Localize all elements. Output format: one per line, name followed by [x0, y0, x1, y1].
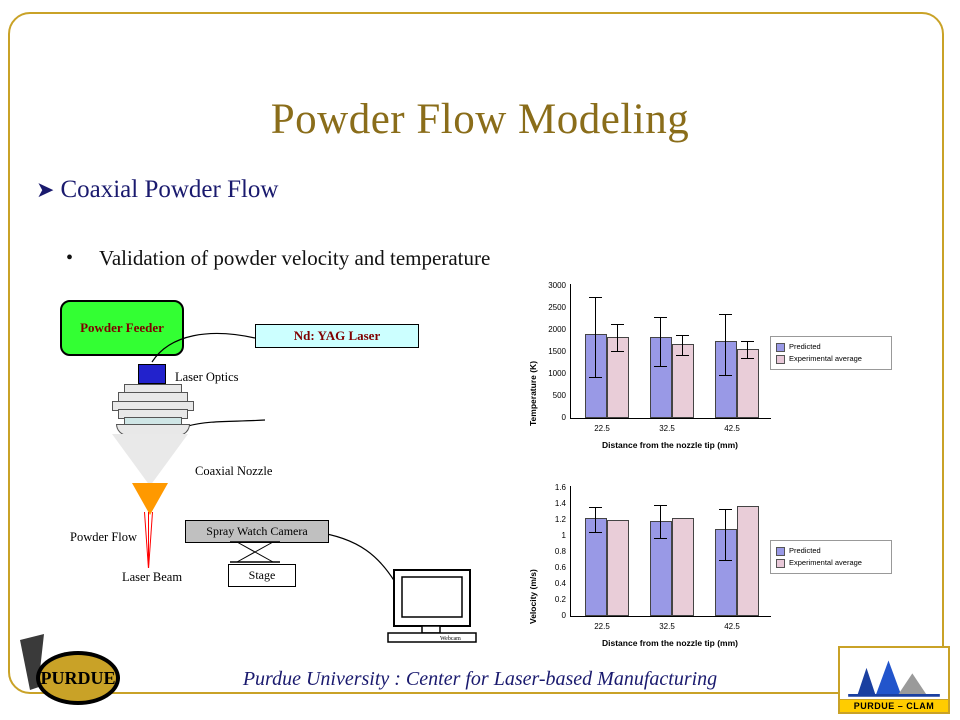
- velocity-chart-legend: [770, 540, 892, 574]
- errorbar-experimental-32-5: [682, 336, 683, 356]
- vlegend-item-predicted: [776, 545, 886, 557]
- vbar-predicted-42-5: [715, 529, 737, 616]
- svg-text:PURDUE: PURDUE: [40, 668, 116, 688]
- footer-text: Purdue University : Center for Laser-based Manufacturing: [242, 668, 718, 690]
- velocity-chart-xlabel: Distance from the nozzle tip (mm): [601, 638, 738, 648]
- vytick-0-4: 0.4: [554, 579, 566, 588]
- legend-item-experimental: [776, 353, 886, 365]
- legend-item-predicted: [776, 341, 886, 353]
- errorcap-bottom-predicted-42-5: [719, 375, 732, 376]
- powder-feeder-box: Powder Feeder: [60, 300, 184, 356]
- laser-beam-label: Laser Beam: [122, 570, 183, 584]
- laser-optics-label: Laser Optics: [175, 370, 239, 384]
- dot-bullet-icon: •: [66, 247, 74, 269]
- verrorcap-bottom-predicted-42-5: [719, 560, 732, 561]
- vbar-experimental-42-5: [737, 506, 759, 616]
- powder-stream-cone: [132, 483, 168, 515]
- bar-experimental-22-5: [607, 337, 629, 418]
- errorcap-bottom-predicted-32-5: [654, 366, 667, 367]
- stage-box: Stage: [228, 564, 296, 587]
- temperature-plot-area: [570, 284, 771, 419]
- laser-optics-icon: [138, 364, 166, 384]
- vlegend-item-experimental: [776, 557, 886, 569]
- temperature-chart: [520, 276, 940, 471]
- vlegend-swatch-predicted-icon: [776, 547, 785, 556]
- vlegend-label-experimental: Experimental average: [789, 558, 862, 567]
- verrorbar-predicted-32-5: [660, 506, 661, 539]
- errorcap-bottom-experimental-32-5: [676, 355, 689, 356]
- footer-divider: [120, 692, 760, 693]
- errorbar-predicted-22-5: [595, 298, 596, 378]
- vxtick-22-5: 22.5: [594, 622, 610, 631]
- legend-swatch-experimental-icon: [776, 355, 785, 364]
- vytick-0-6: 0.6: [554, 563, 566, 572]
- xtick-22-5: 22.5: [594, 424, 610, 433]
- legend-swatch-predicted-icon: [776, 343, 785, 352]
- clam-logo-graphic: [840, 655, 948, 699]
- errorbar-predicted-32-5: [660, 318, 661, 367]
- errorcap-top-predicted-32-5: [654, 317, 667, 318]
- ytick-500: 500: [552, 391, 566, 400]
- bar-predicted-32-5: [650, 337, 672, 418]
- bar-predicted-22-5: [585, 334, 607, 418]
- ytick-3000: 3000: [548, 281, 566, 290]
- temperature-chart-legend: [770, 336, 892, 370]
- vytick-0-8: 0.8: [554, 547, 566, 556]
- spray-watch-camera-box: Spray Watch Camera: [185, 520, 329, 543]
- temperature-chart-ylabel: Temperature (K): [528, 360, 538, 426]
- errorcap-top-experimental-42-5: [741, 341, 754, 342]
- process-schematic-diagram: [60, 300, 490, 660]
- velocity-plot-area: [570, 486, 771, 617]
- errorcap-bottom-experimental-22-5: [611, 351, 624, 352]
- vytick-0: 0: [561, 611, 566, 620]
- xtick-32-5: 32.5: [659, 424, 675, 433]
- vbar-experimental-22-5: [607, 520, 629, 616]
- vlegend-label-predicted: Predicted: [789, 546, 821, 555]
- arrow-bullet-icon: ➤: [36, 177, 55, 202]
- verrorbar-predicted-22-5: [595, 508, 596, 533]
- errorcap-top-experimental-32-5: [676, 335, 689, 336]
- vytick-0-2: 0.2: [554, 595, 566, 604]
- verrorcap-bottom-predicted-32-5: [654, 538, 667, 539]
- clam-logo-text: PURDUE – CLAM: [840, 699, 948, 712]
- ytick-1500: 1500: [548, 347, 566, 356]
- verrorbar-predicted-42-5: [725, 510, 726, 561]
- vlegend-swatch-experimental-icon: [776, 559, 785, 568]
- ytick-2000: 2000: [548, 325, 566, 334]
- coaxial-nozzle-label: Coaxial Nozzle: [195, 464, 273, 478]
- vxtick-32-5: 32.5: [659, 622, 675, 631]
- verrorcap-top-predicted-22-5: [589, 507, 602, 508]
- clam-logo: [838, 646, 950, 714]
- legend-label-predicted: Predicted: [789, 342, 821, 351]
- bar-predicted-42-5: [715, 341, 737, 418]
- vxtick-42-5: 42.5: [724, 622, 740, 631]
- bullet-level2: [66, 246, 490, 271]
- errorcap-top-experimental-22-5: [611, 324, 624, 325]
- ytick-0: 0: [561, 413, 566, 422]
- coaxial-nozzle-cone: [112, 434, 188, 486]
- verrorcap-bottom-predicted-22-5: [589, 532, 602, 533]
- errorcap-bottom-predicted-22-5: [589, 377, 602, 378]
- velocity-chart-ylabel: Velocity (m/s): [528, 569, 538, 624]
- vytick-1-4: 1.4: [554, 499, 566, 508]
- bullet-level1-label: Coaxial Powder Flow: [60, 176, 279, 203]
- errorcap-bottom-experimental-42-5: [741, 358, 754, 359]
- vbar-experimental-32-5: [672, 518, 694, 616]
- nd-yag-laser-box: Nd: YAG Laser: [255, 324, 419, 348]
- stage-support-icon: [225, 538, 285, 568]
- errorbar-experimental-22-5: [617, 325, 618, 352]
- ytick-1000: 1000: [548, 369, 566, 378]
- bullet-level1: [36, 176, 278, 204]
- errorbar-predicted-42-5: [725, 315, 726, 376]
- xtick-42-5: 42.5: [724, 424, 740, 433]
- verrorcap-top-predicted-32-5: [654, 505, 667, 506]
- purdue-logo: [14, 630, 124, 708]
- bar-experimental-42-5: [737, 349, 759, 418]
- legend-label-experimental: Experimental average: [789, 354, 862, 363]
- velocity-chart: [520, 478, 940, 673]
- errorbar-experimental-42-5: [747, 342, 748, 359]
- page-title: Powder Flow Modeling: [270, 96, 690, 143]
- ytick-2500: 2500: [548, 303, 566, 312]
- powder-flow-label: Powder Flow: [70, 530, 138, 544]
- bullet-level2-label: Validation of powder velocity and temperature: [99, 246, 491, 270]
- vytick-1-2: 1.2: [554, 515, 566, 524]
- monitor-label: Webcam: [440, 636, 461, 642]
- errorcap-top-predicted-42-5: [719, 314, 732, 315]
- verrorcap-top-predicted-42-5: [719, 509, 732, 510]
- vytick-1: 1: [561, 531, 566, 540]
- vbar-predicted-32-5: [650, 521, 672, 616]
- errorcap-top-predicted-22-5: [589, 297, 602, 298]
- vytick-1-6: 1.6: [554, 483, 566, 492]
- temperature-chart-xlabel: Distance from the nozzle tip (mm): [601, 440, 738, 450]
